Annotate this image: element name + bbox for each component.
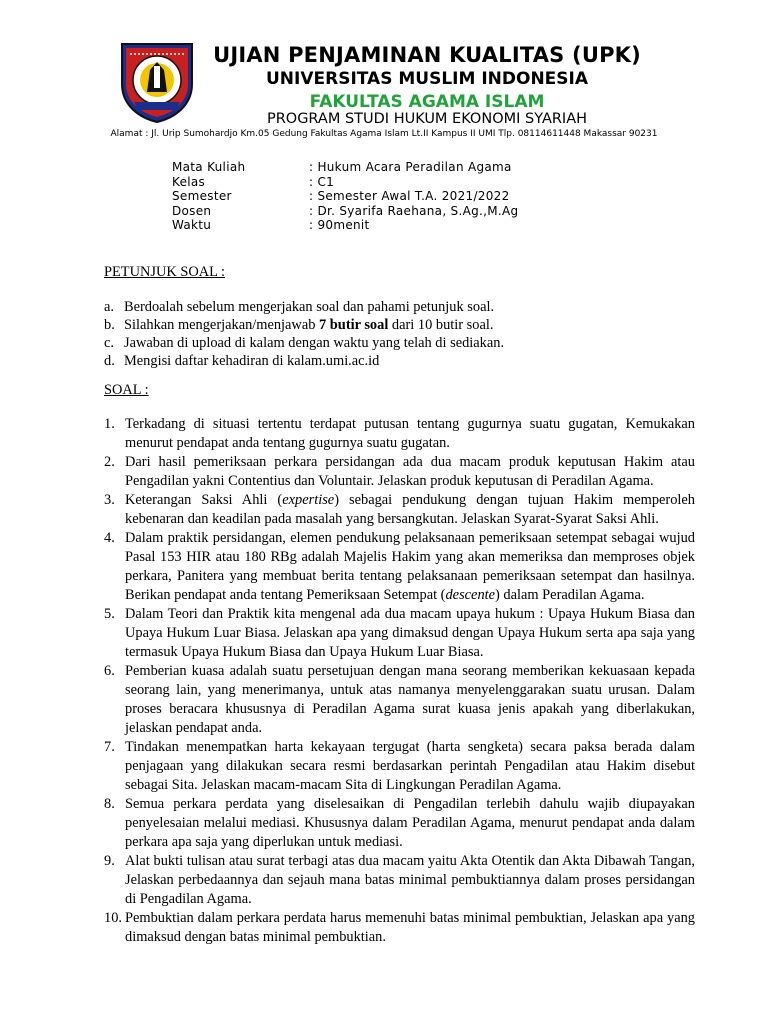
instruction-marker: c. xyxy=(104,335,114,351)
question-number: 3. xyxy=(104,492,115,508)
question-number: 8. xyxy=(104,796,115,812)
question-number: 5. xyxy=(104,606,115,622)
question-number: 7. xyxy=(104,739,115,755)
university-name: UNIVERSITAS MUSLIM INDONESIA xyxy=(265,69,589,89)
instruction-marker: a. xyxy=(104,299,114,315)
instruction-text: Berdoalah sebelum mengerjakan soal dan pahami petunjuk soal. xyxy=(124,299,495,315)
question-text: Terkadang di situasi tertentu terdapat putusan tentang gugurnya suatu gugatan, Kemukakan menurut pendapat anda tentang gugurnya suatu gugatan. xyxy=(125,416,695,451)
info-label: Kelas xyxy=(172,174,206,189)
question-number: 2. xyxy=(104,454,115,470)
instruction-item xyxy=(104,298,664,316)
instructions-list xyxy=(104,298,664,370)
question-number: 10. xyxy=(104,910,122,926)
question-number: 6. xyxy=(104,663,115,679)
instruction-marker: b. xyxy=(104,317,115,333)
info-value: : Semester Awal T.A. 2021/2022 xyxy=(309,189,510,204)
question-text: Pembuktian dalam perkara perdata harus memenuhi batas minimal pembuktian, Jelaskan apa yang dimaksud dengan batas minimal pembuktian. xyxy=(125,910,695,945)
questions-title: SOAL : xyxy=(104,382,149,398)
question-item xyxy=(104,738,695,795)
question-item xyxy=(104,605,695,662)
exam-title: UJIAN PENJAMINAN KUALITAS (UPK) xyxy=(213,43,641,67)
info-label: Waktu xyxy=(172,218,212,233)
info-value: : 90menit xyxy=(309,218,370,233)
question-item xyxy=(104,909,695,947)
question-number: 4. xyxy=(104,530,115,546)
info-value: : Hukum Acara Peradilan Agama xyxy=(309,160,512,174)
question-item xyxy=(104,795,695,852)
question-emphasis: expertise xyxy=(282,492,335,508)
info-label: Mata Kuliah xyxy=(172,160,246,174)
program-name: PROGRAM STUDI HUKUM EKONOMI SYARIAH xyxy=(266,111,588,127)
instruction-item xyxy=(104,352,664,370)
question-item xyxy=(104,415,695,453)
question-item xyxy=(104,662,695,738)
instruction-emphasis: 7 butir soal xyxy=(319,317,389,333)
instruction-item xyxy=(104,316,664,334)
question-emphasis: descente xyxy=(445,587,496,603)
info-label: Semester xyxy=(172,189,232,204)
question-text: Dalam Teori dan Praktik kita mengenal ada dua macam upaya hukum : Upaya Hukum Biasa dan Upaya Hukum Luar Biasa. Jelaskan apa yang dimaksud dengan Upaya Hukum serta apa saja yang termasuk Upaya Hukum Biasa dan Upaya Hukum Luar Biasa. xyxy=(125,606,695,660)
question-text: Semua perkara perdata yang diselesaikan di Pengadilan terlebih dahulu wajib diupayakan penyelesaian melalui mediasi. Khususnya dalam Peradilan Agama, menurut pendapat anda dalam perkara apa saja yang diperlukan untuk mediasi. xyxy=(125,796,695,850)
instruction-text: Jawaban di upload di kalam dengan waktu yang telah di sediakan. xyxy=(124,335,505,351)
questions-list xyxy=(104,415,695,947)
info-value: : C1 xyxy=(309,174,335,189)
question-text: Keterangan Saksi Ahli (expertise) sebagai pendukung dengan tujuan Hakim memperoleh kebenaran dan keadilan pada masalah yang bersangkutan. Jelaskan Syarat-Syarat Saksi Ahli. xyxy=(125,492,695,527)
instruction-item xyxy=(104,334,664,352)
question-text: Dalam praktik persidangan, elemen pendukung pelaksanaan pemeriksaan setempat sebagai wujud Pasal 153 HIR atau 180 RBg adalah Majelis Hakim yang akan memeriksa dan memproses objek perkara, Panitera yang membuat berita tentang pelaksanaan pemeriksaan setempat dan hasilnya. Berikan pendapat anda tentang Pemeriksaan Setempat (descente) dalam Peradilan Agama. xyxy=(125,530,695,603)
question-item xyxy=(104,491,695,529)
question-text: Dari hasil pemeriksaan perkara persidangan ada dua macam produk keputusan Hakim atau Pengadilan yakni Contentius dan Voluntair. Jelaskan produk keputusan di Peradilan Agama. xyxy=(125,454,695,489)
university-logo xyxy=(118,40,196,124)
question-text: Alat bukti tulisan atau surat terbagi atas dua macam yaitu Akta Otentik dan Akta Dibawah Tangan, Jelaskan perbedaannya dan sejauh mana batas minimal pembuktiannya dalam proses persidangan di Pengadilan Agama. xyxy=(125,853,695,907)
info-value: : Dr. Syarifa Raehana, S.Ag.,M.Ag xyxy=(309,203,519,218)
instructions-title: PETUNJUK SOAL : xyxy=(104,264,225,280)
instruction-text: Mengisi daftar kehadiran di kalam.umi.ac.id xyxy=(124,353,380,369)
question-item xyxy=(104,453,695,491)
question-item xyxy=(104,852,695,909)
question-number: 9. xyxy=(104,853,115,869)
instruction-marker: d. xyxy=(104,353,115,369)
question-text: Tindakan menempatkan harta kekayaan tergugat (harta sengketa) secara paksa berada dalam penjagaan yang dilakukan secara resmi berdasarkan perintah Pengadilan atau Hakim disebut sebagai Sita. Jelaskan macam-macam Sita di Lingkungan Peradilan Agama. xyxy=(125,739,695,793)
question-text: Pemberian kuasa adalah suatu persetujuan dengan mana seorang memberikan kekuasaan kepada seorang lain, yang menerimanya, untuk atas namanya menyelenggarakan suatu urusan. Dalam proses beracara khususnya di Peradilan Agama surat kuasa jenis apakah yang diberlakukan, jelaskan pendapat anda. xyxy=(125,663,695,736)
address-line: Alamat : Jl. Urip Sumohardjo Km.05 Gedung Fakultas Agama Islam Lt.II Kampus II UMI Tlp. 08114611448 Makassar 90231 xyxy=(110,129,658,139)
instruction-text: Silahkan mengerjakan/menjawab 7 butir soal dari 10 butir soal. xyxy=(124,317,494,333)
question-item xyxy=(104,529,695,605)
question-number: 1. xyxy=(104,416,115,432)
info-label: Dosen xyxy=(172,203,212,218)
faculty-name: FAKULTAS AGAMA ISLAM xyxy=(309,92,545,112)
